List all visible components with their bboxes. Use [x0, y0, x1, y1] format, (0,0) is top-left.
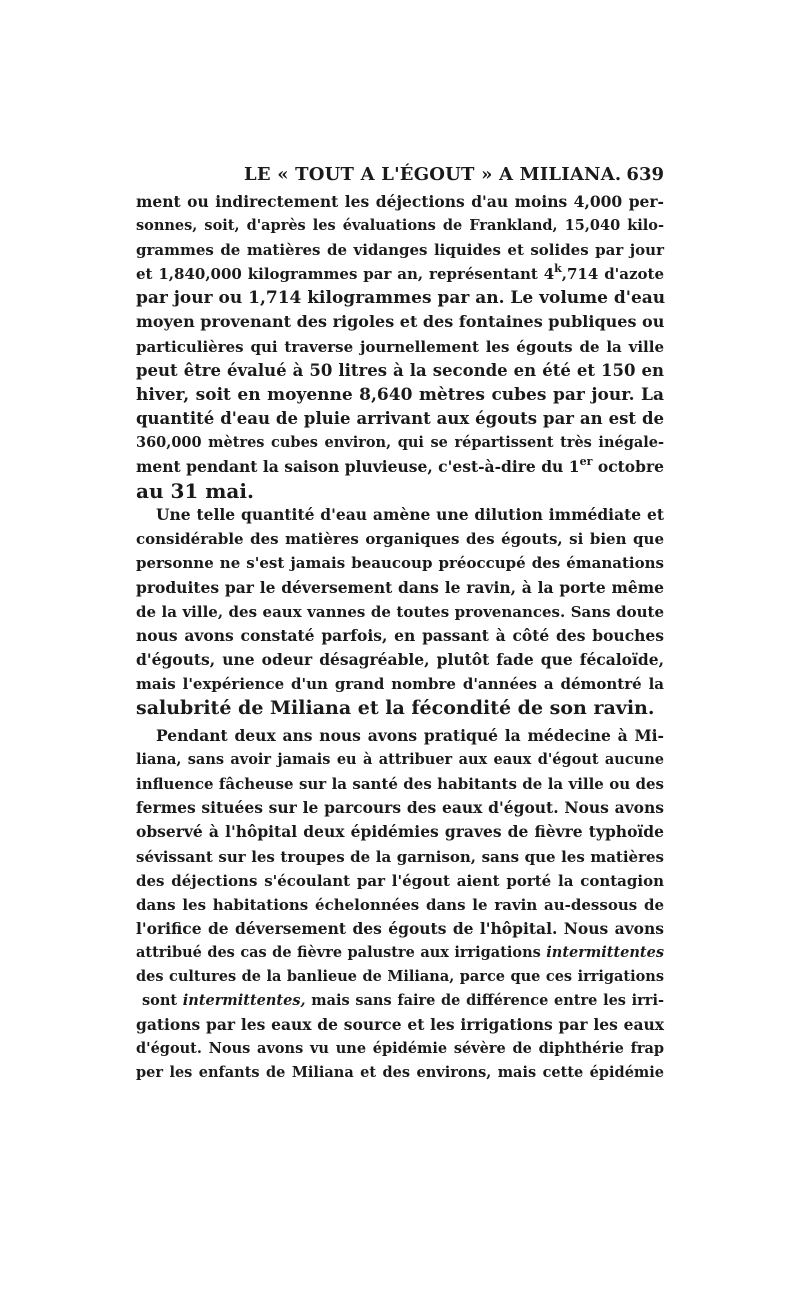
text-line: fermes situées sur le parcours des eaux d'égout. Nous avons — [136, 798, 664, 818]
text-fragment: mais sans faire de différence entre les irri- — [311, 992, 664, 1010]
running-header — [136, 164, 664, 190]
text-fragment: 4 — [543, 265, 555, 284]
text-line: per les enfants de Miliana et des environs, mais cette épidémie — [136, 1064, 664, 1082]
text-line: 360,000 mètres cubes environ, qui se répartissent très inégale- — [136, 433, 664, 451]
text-line — [136, 989, 664, 1013]
text-line: hiver, soit en moyenne 8,640 mètres cubes par jour. La — [136, 384, 664, 405]
text-line — [136, 455, 664, 479]
text-fragment: 1 — [568, 457, 580, 477]
text-line: au 31 mai. — [136, 479, 254, 504]
text-line — [136, 941, 664, 965]
text-fragment: octobre — [597, 457, 664, 477]
superscript: er — [579, 455, 593, 469]
text-line: sonnes, soit, d'après les évaluations de Frankland, 15,040 kilo- — [136, 217, 664, 235]
text-line: salubrité de Miliana et la fécondité de son ravin. — [136, 696, 655, 719]
text-line: influence fâcheuse sur la santé des habitants de la ville ou des — [136, 775, 664, 794]
italic-text: intermittentes — [546, 943, 664, 961]
text-fragment: et 1,840,000 kilogrammes par an, représentant — [136, 265, 538, 284]
text-line: d'égout. Nous avons vu une épidémie sévère de diphthérie frap — [136, 1040, 664, 1058]
text-fragment: ment pendant la saison pluvieuse, c'est-à-dire du — [136, 457, 564, 477]
text-fragment: ,714 d'azote — [561, 265, 664, 284]
page-number: 639 — [626, 164, 664, 185]
italic-text: intermittentes, — [182, 992, 306, 1010]
text-line: Une telle quantité d'eau amène une dilution immédiate et — [156, 505, 664, 525]
text-line: mais l'expérience d'un grand nombre d'années a démontré la — [136, 674, 664, 693]
body-text — [136, 190, 664, 1085]
running-title: LE « TOUT A L'ÉGOUT » A MILIANA. — [244, 164, 622, 185]
text-line: des déjections s'écoulant par l'égout aient porté la contagion — [136, 871, 664, 890]
superscript: k — [554, 262, 562, 276]
text-line: particulières qui traverse journellement les égouts de la ville — [136, 337, 664, 356]
text-line: de la ville, des eaux vannes de toutes provenances. Sans doute — [136, 602, 664, 621]
text-line: liana, sans avoir jamais eu à attribuer aux eaux d'égout aucune — [136, 751, 664, 769]
text-fragment: attribué des cas de fièvre palustre aux irrigations — [136, 943, 541, 961]
text-line — [136, 262, 664, 286]
text-line: considérable des matières organiques des égouts, si bien que — [136, 530, 664, 549]
text-line: Pendant deux ans nous avons pratiqué la médecine à Mi- — [156, 726, 664, 746]
text-line: ment ou indirectement les déjections d'au moins 4,000 per- — [136, 192, 664, 211]
text-line: moyen provenant des rigoles et des fontaines publiques ou — [136, 312, 665, 332]
text-line: grammes de matières de vidanges liquides et solides par jour — [136, 241, 664, 260]
text-line: des cultures de la banlieue de Miliana, parce que ces irrigations — [136, 968, 664, 985]
text-line: peut être évalué à 50 litres à la seconde en été et 150 en — [136, 360, 664, 380]
text-fragment: sont — [142, 992, 178, 1010]
text-line: personne ne s'est jamais beaucoup préoccupé des émanations — [136, 554, 664, 573]
text-line: produites par le déversement dans le ravin, à la porte même — [136, 577, 664, 597]
text-line: observé à l'hôpital deux épidémies graves de fièvre typhoïde — [136, 822, 664, 842]
text-line: sévissant sur les troupes de la garnison, sans que les matières — [136, 847, 664, 866]
text-line: d'égouts, une odeur désagréable, plutôt fade que fécaloïde, — [136, 649, 664, 669]
text-line: gations par les eaux de source et les irrigations par les eaux — [136, 1015, 664, 1035]
text-line: dans les habitations échelonnées dans le ravin au-dessous de — [136, 895, 664, 914]
text-line: par jour ou 1,714 kilogrammes par an. Le volume d'eau — [136, 288, 666, 309]
text-line: nous avons constaté parfois, en passant à côté des bouches — [136, 625, 664, 645]
text-line: l'orifice de déversement des égouts de l'hôpital. Nous avons — [136, 918, 664, 938]
text-line: quantité d'eau de pluie arrivant aux égouts par an est de — [136, 408, 664, 428]
